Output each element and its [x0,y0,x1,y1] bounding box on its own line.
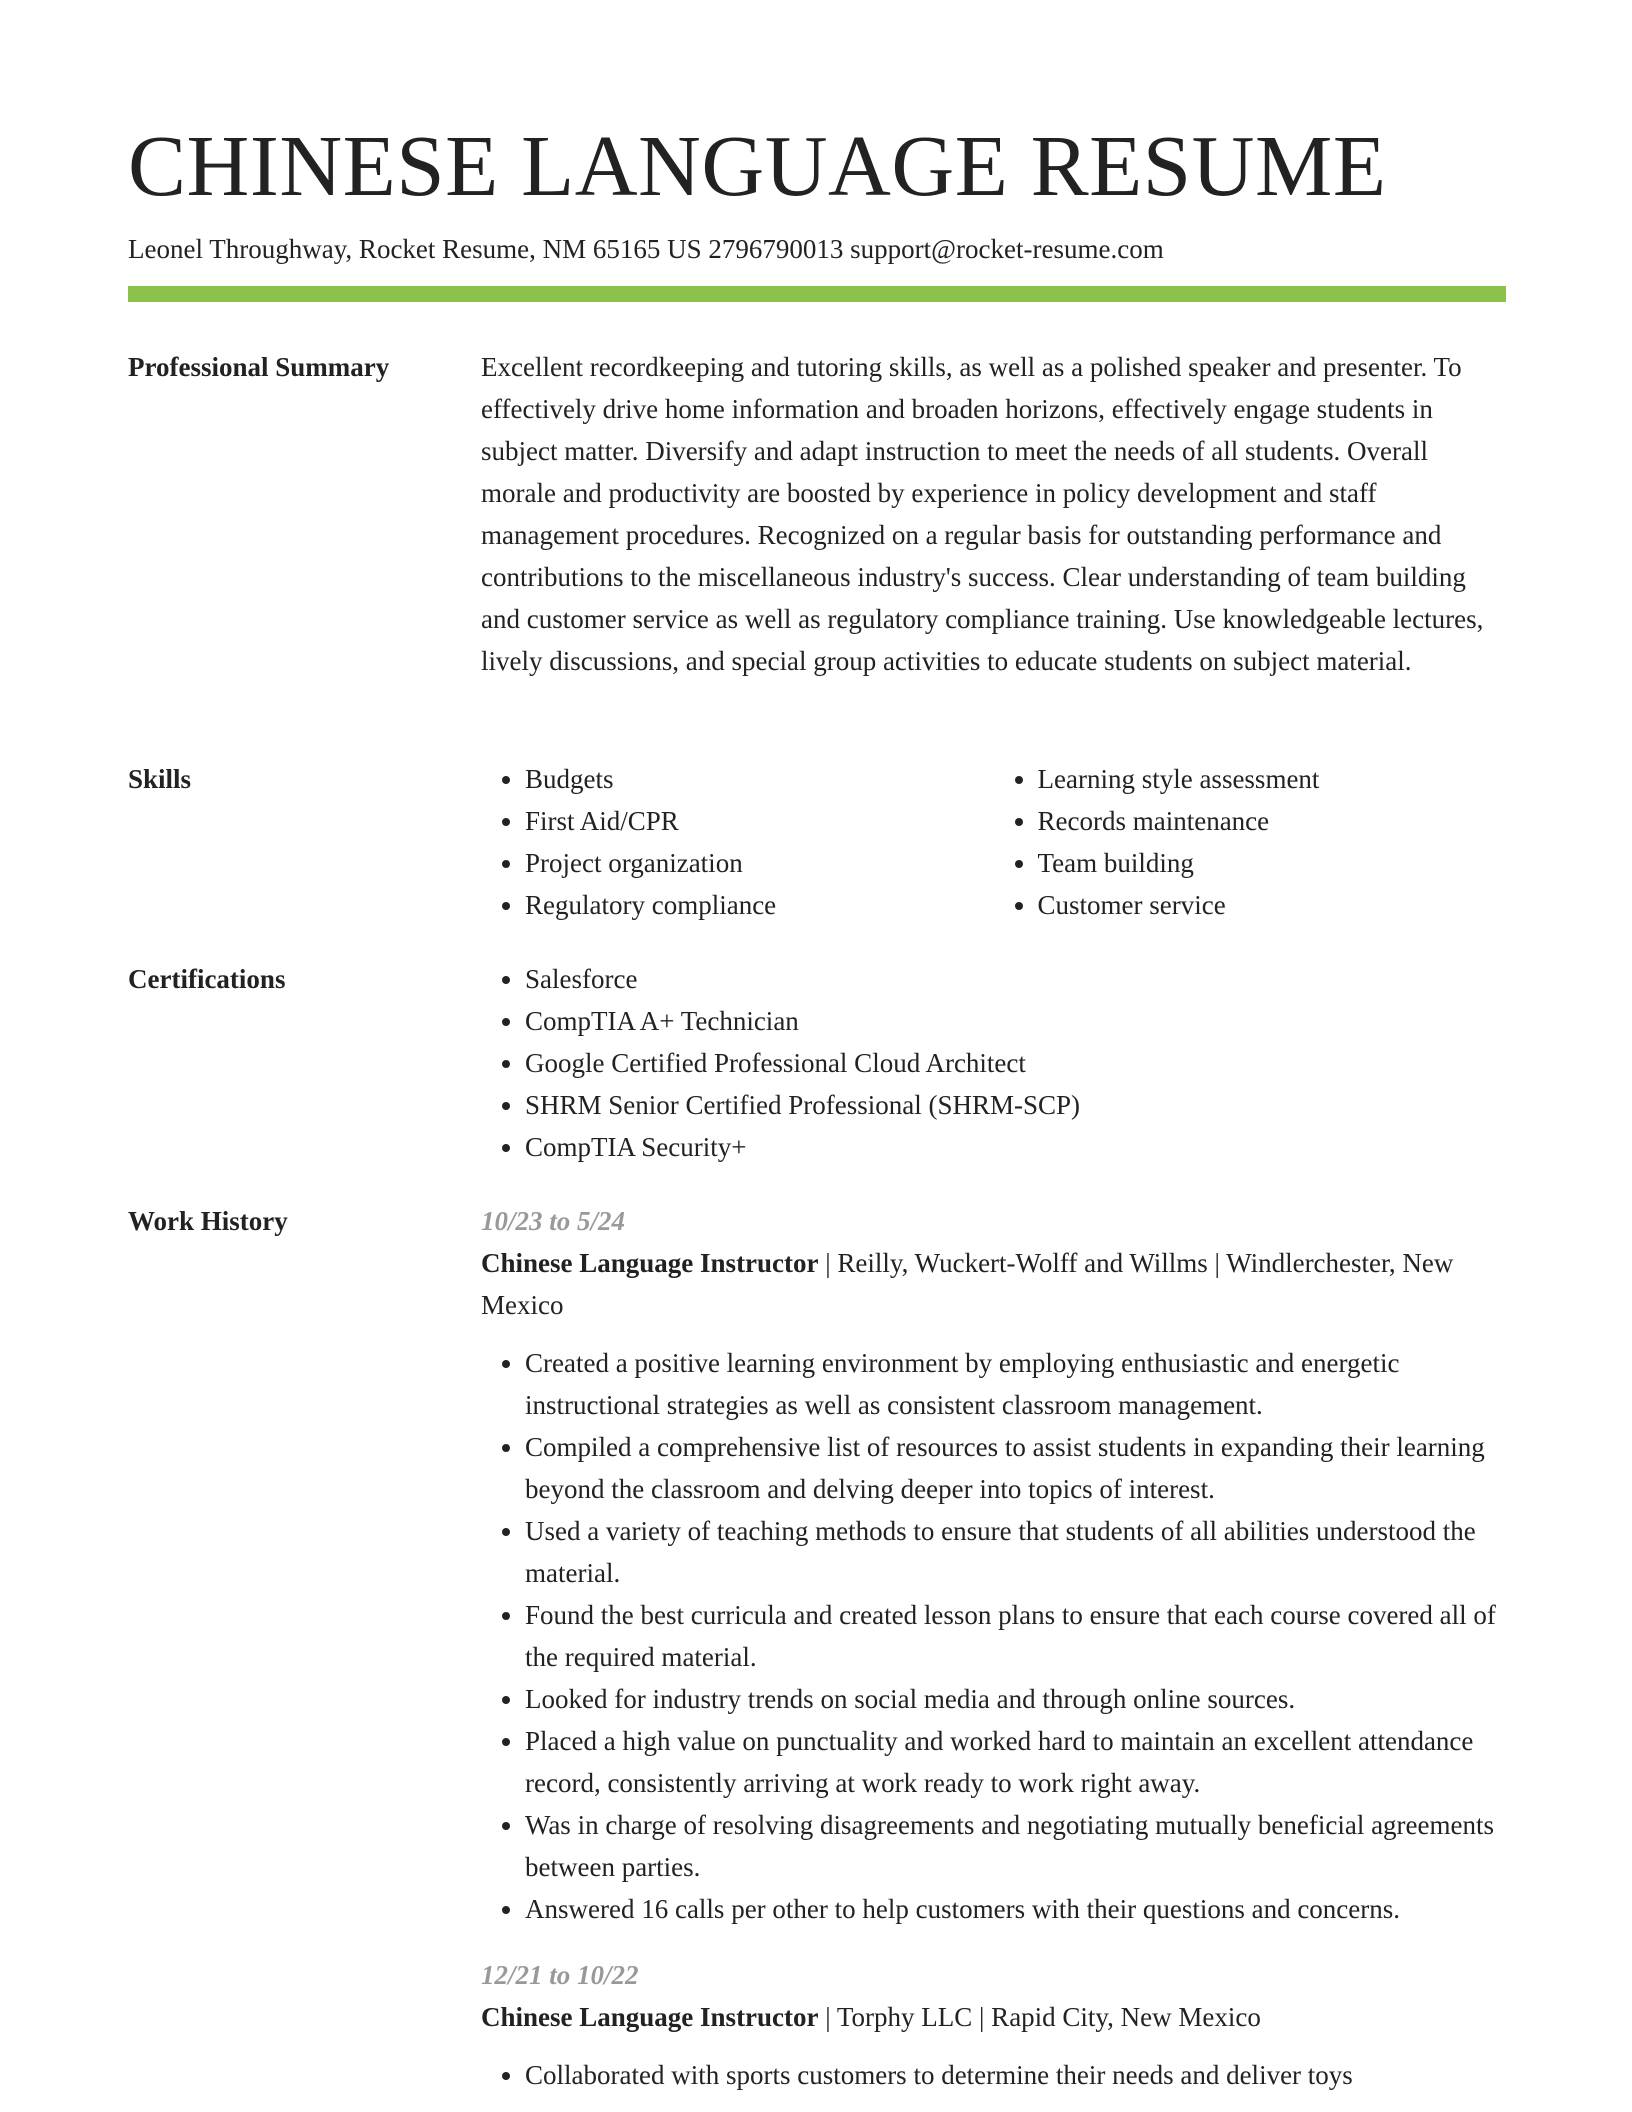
skill-item: • Budgets [525,758,994,800]
skill-item: • Regulatory compliance [525,884,994,926]
job-dates: 10/23 to 5/24 [481,1206,626,1236]
job-title: Chinese Language Instructor [481,2002,819,2032]
work-history-label: Work History [128,1206,288,1236]
contact-line [128,232,1164,267]
job-duty-item: • Collaborated with sports customers to determine their needs and deliver toys [525,2054,1506,2096]
summary-text: Excellent recordkeeping and tutoring skills, as well as a polished speaker and presenter. To effectively drive home information and broaden horizons, effectively engage students in subject matter. Diversify and adapt instruction to meet the needs of all students. Overall morale and productivity are boosted by experience in policy development and staff management procedures. Recognized on a regular basis for outstanding performance and contributions to the miscellaneous industry's success. Clear understanding of team building and customer service as well as regulatory compliance training. Use knowledgeable lectures, lively discussions, and special group activities to educate students on subject material. [481,352,1484,676]
skill-item: • Team building [1038,842,1507,884]
summary-label: Professional Summary [128,352,390,382]
job-duty-item: • Found the best curricula and created lesson plans to ensure that each course covered all of the required material. [525,1594,1506,1678]
job-duty-item: • Was in charge of resolving disagreements and negotiating mutually beneficial agreements between parties. [525,1804,1506,1888]
job-heading [481,1242,1506,1326]
certification-item: • SHRM Senior Certified Professional (SHRM-SCP) [525,1084,1506,1126]
contact-address: Leonel Throughway, Rocket Resume, NM 65165 US [128,234,702,264]
skills-label: Skills [128,764,192,794]
contact-phone: 2796790013 [708,234,844,264]
job-heading [481,1996,1506,2038]
skills-list [481,758,1506,926]
summary-body [481,346,1506,682]
job-duty-item: • Looked for industry trends on social media and through online sources. [525,1678,1506,1720]
certification-item: • Google Certified Professional Cloud Architect [525,1042,1506,1084]
job-duty-item: • Answered 16 calls per other to help customers with their questions and concerns. [525,1888,1506,1930]
resume-title: CHINESE LANGUAGE RESUME [128,117,1387,214]
work-history-body [481,1200,1506,2090]
skill-item: • First Aid/CPR [525,800,994,842]
job-dates: 12/21 to 10/22 [481,1960,639,1990]
certifications-list [481,958,1506,1168]
header-divider [128,286,1506,302]
skills-column-right [994,758,1507,926]
job-title: Chinese Language Instructor [481,1248,819,1278]
job-duty-item: • Compiled a comprehensive list of resources to assist students in expanding their learning beyond the classroom and delving deeper into topics of interest. [525,1426,1506,1510]
skill-item: • Project organization [525,842,994,884]
job-duties-list [481,2054,1506,2096]
contact-email: support@rocket-resume.com [850,234,1164,264]
certification-item: • Salesforce [525,958,1506,1000]
certification-item: • CompTIA A+ Technician [525,1000,1506,1042]
certifications-body [481,958,1506,1168]
skill-item: • Records maintenance [1038,800,1507,842]
skill-item: • Customer service [1038,884,1507,926]
certification-item: • CompTIA Security+ [525,1126,1506,1168]
job-entry [481,1200,1506,1930]
job-duties-list [481,1342,1506,1930]
job-duty-item: • Placed a high value on punctuality and worked hard to maintain an excellent attendance record, consistently arriving at work ready to work right away. [525,1720,1506,1804]
skills-column-left [481,758,994,926]
job-employer-location: | Torphy LLC | Rapid City, New Mexico [825,2002,1261,2032]
job-entry [481,1954,1506,2096]
job-duty-item: • Used a variety of teaching methods to ensure that students of all abilities understood the material. [525,1510,1506,1594]
skill-item: • Learning style assessment [1038,758,1507,800]
certifications-label: Certifications [128,964,286,994]
job-employer-location: | Reilly, Wuckert-Wolff and Willms | Windlerchester, New Mexico [481,1248,1454,1320]
job-duty-item: • Created a positive learning environment by employing enthusiastic and energetic instructional strategies as well as consistent classroom management. [525,1342,1506,1426]
